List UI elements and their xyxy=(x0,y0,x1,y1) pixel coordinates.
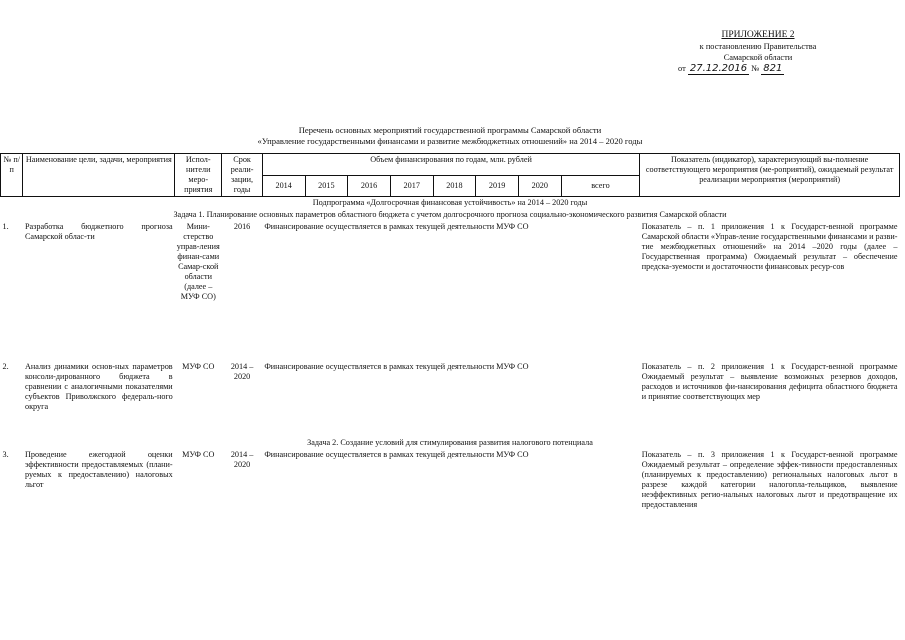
header-num: № п/п xyxy=(1,154,23,197)
task-1-row xyxy=(1,209,900,221)
approval-signature-line xyxy=(658,63,858,74)
approval-stamp xyxy=(658,30,858,74)
header-name: Наименование цели, задачи, мероприятия xyxy=(23,154,175,197)
table-row xyxy=(1,221,900,361)
heading-line-1: Перечень основных мероприятий государственной программы Самарской области xyxy=(298,125,602,135)
row-funding: Финансирование осуществляется в рамках текущей деятельности МУФ СО xyxy=(264,450,529,459)
row-term: 2016 xyxy=(233,222,251,231)
row-num: 3. xyxy=(2,450,9,459)
row-num: 1. xyxy=(2,222,9,231)
header-year: 2016 xyxy=(348,175,391,197)
from-label: от xyxy=(678,64,686,73)
header-indicator: Показатель (индикатор), характеризующий вы-полнение соответствующего мероприятия (ме-роприятий), ожидаемый результат реализации мероприятия (мероприятий) xyxy=(640,154,900,197)
row-executor: МУФ СО xyxy=(182,362,215,371)
header-row xyxy=(1,154,900,176)
task-1-title: Задача 1. Планирование основных параметров областного бюджета с учетом долгосрочного прогноза социально-экономического развития Самарской области xyxy=(173,210,727,219)
subprogram-title: Подпрограмма «Долгосрочная финансовая устойчивость» на 2014 – 2020 годы xyxy=(312,198,588,207)
row-funding: Финансирование осуществляется в рамках текущей деятельности МУФ СО xyxy=(264,222,529,231)
table-row xyxy=(1,361,900,437)
row-indicator: Показатель – п. 2 приложения 1 к Государст-венной программе Ожидаемый результат – выявление возможных резервов доходов, расходов и источников фи-нансирования дефицита областного бюджета и принятие соответствующих мер xyxy=(641,362,898,401)
task-2-row xyxy=(1,437,900,449)
document-heading xyxy=(150,125,750,147)
header-year: 2015 xyxy=(305,175,348,197)
row-indicator: Показатель – п. 3 приложения 1 к Государст-венной программе Ожидаемый результат – определение эффек-тивности предоставленных (планируемых к предоставлению) региональных налоговых льгот в разрезе каждой категории налогопла-тельщиков, выявление неэффективных регио-нальных налоговых льгот и предотвращение их предоставления xyxy=(641,450,898,509)
row-name: Анализ динамики основ-ных параметров консоли-дированного бюджета в сравнении с аналогичными показателями субъектов Приволжского федераль-ного округа xyxy=(24,362,173,411)
header-funding: Объем финансирования по годам, млн. рублей xyxy=(262,154,639,176)
row-indicator: Показатель – п. 1 приложения 1 к Государст-венной программе Самарской области «Управ-ление государственными финансами и разви-тие межбюджетных отношений» на 2014 –2020 годы (далее – Государственная программа) Ожидаемый результат – обеспечение предска-зуемости и достаточности финансовых ресур-сов xyxy=(641,222,898,271)
header-year: 2018 xyxy=(433,175,476,197)
approval-line-2: Самарской области xyxy=(723,53,793,62)
row-executor: Мини-стерство управ-ления финан-сами Самар-ской области (далее – МУФ СО) xyxy=(176,222,220,301)
measures-table xyxy=(0,153,900,561)
row-name: Разработка бюджетного прогноза Самарской облас-ти xyxy=(24,222,173,241)
approval-line-1: к постановлению Правительства xyxy=(699,42,817,51)
task-2-title: Задача 2. Создание условий для стимулирования развития налогового потенциала xyxy=(307,438,593,447)
header-year: 2014 xyxy=(262,175,305,197)
subprogram-row xyxy=(1,197,900,210)
header-year: 2019 xyxy=(476,175,519,197)
header-year-total: всего xyxy=(561,175,640,197)
row-executor: МУФ СО xyxy=(182,450,215,459)
row-num: 2. xyxy=(2,362,9,371)
header-year: 2020 xyxy=(518,175,561,197)
approval-date: 27.12.2016 xyxy=(689,63,748,74)
heading-line-2: «Управление государственными финансами и развитие межбюджетных отношений» на 2014 – 2020 годы xyxy=(257,136,643,146)
appendix-title: ПРИЛОЖЕНИЕ 2 xyxy=(721,30,795,40)
header-term: Срок реали-зации, годы xyxy=(222,154,262,197)
row-funding: Финансирование осуществляется в рамках текущей деятельности МУФ СО xyxy=(264,362,529,371)
number-label: № xyxy=(751,64,760,73)
approval-number: 821 xyxy=(763,63,783,74)
row-term: 2014 – 2020 xyxy=(230,450,254,469)
table-row xyxy=(1,449,900,561)
header-year: 2017 xyxy=(390,175,433,197)
row-name: Проведение ежегодной оценки эффективности предоставляемых (плани-руемых к предоставлению) налоговых льгот xyxy=(24,450,173,489)
header-executor: Испол-нители меро-приятия xyxy=(175,154,222,197)
row-term: 2014 – 2020 xyxy=(230,362,254,381)
